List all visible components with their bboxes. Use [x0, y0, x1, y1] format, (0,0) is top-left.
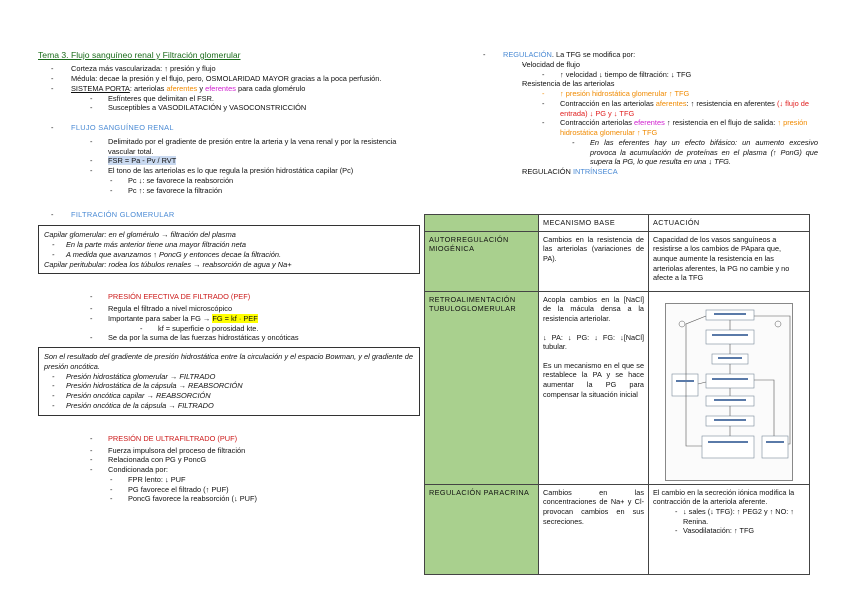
box-line: - En la parte más anterior tiene una mayor filtración neta — [44, 240, 414, 250]
actuacion-item: - Vasodilatación: ↑ TFG — [675, 526, 755, 536]
box-line: - Presión hidrostática de la cápsula → REABSORCIÓN — [44, 381, 414, 391]
portal-label: SISTEMA PORTA — [71, 83, 130, 93]
flujo-heading: - FLUJO SANGUÍNEO RENAL — [38, 123, 420, 133]
box-line: - Presión oncótica capilar → REABSORCIÓN — [44, 391, 414, 401]
r3-text: ↑ resistencia en el flujo de salida: — [664, 118, 778, 128]
velocidad-item — [470, 60, 818, 70]
resistencia-sub — [470, 99, 818, 119]
fsr-formula: FSR = Pa - Pv / RVT — [108, 156, 177, 166]
actuacion-item-text: Vasodilatación: ↑ TFG — [683, 526, 755, 536]
flujo-sub: - Pc ↑: se favorece la filtración — [38, 186, 420, 196]
portal-sub: - Esfínteres que delimitan el FSR. — [38, 94, 420, 104]
aferentes-word: aferentes — [166, 83, 198, 93]
portal-sub: - Susceptibles a VASODILATACIÓN y VASOCONSTRICCIÓN — [38, 103, 420, 113]
pef-item: - Regula el filtrado a nivel microscópico — [38, 304, 420, 314]
resistencia-sub — [470, 118, 818, 138]
r3-text: Contracción arteriolas — [560, 118, 634, 128]
table-row — [425, 291, 810, 484]
row-label: REGULACIÓN PARACRINA — [425, 484, 539, 574]
puf-item: - Condicionada por: — [38, 465, 420, 475]
box-line: Capilar peritubular: rodea los túbulos renales → reabsorción de agua y Na+ — [44, 259, 292, 269]
regulacion-list — [470, 50, 818, 177]
r2-aferentes: aferentes — [655, 98, 687, 108]
pef-item: - Se da por la suma de las fuerzas hidrostáticas y oncóticas — [38, 333, 420, 343]
filtracion-heading: - FILTRACIÓN GLOMERULAR — [38, 210, 420, 220]
diagram-box — [706, 374, 754, 388]
left-column — [38, 50, 420, 504]
r2-text: Contracción en las arteriolas — [560, 98, 656, 108]
pef-item — [38, 314, 420, 324]
header-empty — [425, 215, 539, 232]
table-header-row — [425, 215, 810, 232]
intro-item: - Médula: decae la presión y el flujo, pero, OSMOLARIDAD MAYOR gracias a la poca perfusión. — [38, 74, 420, 84]
portal-text: : arteriolas — [129, 83, 167, 93]
row-mecanismo — [539, 291, 649, 484]
puf-list — [38, 446, 420, 505]
regulacion-item — [470, 50, 818, 60]
portal-text: y — [197, 83, 206, 93]
flujo-item: - El tono de las arteriolas es lo que regula la presión hidrostática capilar (Pc) — [38, 166, 420, 176]
box-line: Capilar glomerular: en el glomérulo → filtración del plasma — [44, 230, 236, 240]
flujo-list — [38, 137, 420, 196]
row-mecanismo: Cambios en la resistencia de las arteriolas (variaciones de PA). — [539, 231, 649, 291]
diagram-box — [762, 436, 788, 458]
diagram-box — [706, 330, 754, 344]
resistencia-text: Resistencia de las arteriolas — [522, 79, 615, 89]
puf-heading: - PRESIÓN DE ULTRAFILTRADO (PUF) — [38, 434, 420, 444]
pef-text: Importante para saber la FG → — [108, 313, 213, 323]
pef-heading: - PRESIÓN EFECTIVA DE FILTRADO (PEF) — [38, 292, 420, 302]
header-mecanismo: MECANISMO BASE — [539, 215, 649, 232]
intro-item: - Corteza más vascularizada: ↑ presión y flujo — [38, 64, 420, 74]
pef-sub: - kf = superficie o porosidad kte. — [38, 324, 420, 334]
row-actuacion: Capacidad de los vasos sanguíneos a resistirse a los cambios de PApara que, aunque aumente la resistencia en las arteriolas aferentes, la PG no cambie y no afecte a la TFG — [649, 231, 810, 291]
puf-item: - Relacionada con PG y PoncG — [38, 455, 420, 465]
mecanismo-text: Es un mecanismo en el que se restablece la PA y se hace aumentar la PG para compensar la situación inicial — [543, 360, 644, 399]
box-line: - A medida que avanzamos ↑ PoncG y entonces decae la filtración. — [44, 250, 414, 260]
puf-sub: - PG favorece el filtrado (↑ PUF) — [38, 485, 420, 495]
box-line: - Presión oncótica de la cápsula → FILTRADO — [44, 401, 414, 411]
pef-box — [38, 347, 420, 416]
r3-effect: ↑ presión hidrostática glomerular ↑ TFG — [560, 118, 808, 138]
r3-eferentes: eferentes — [633, 118, 665, 128]
r2-text: : ↑ resistencia en aferentes — [686, 98, 777, 108]
fg-formula: FG = kf · PEF — [212, 313, 258, 323]
actuacion-item-text: ↓ sales (↓ TFG): ↑ PEG2 y ↑ NO: ↑ Renina. — [683, 506, 794, 526]
mecanismo-text: Acopla cambios en la [NaCl] de la mácula densa a la resistencia arteriolar. — [543, 294, 644, 323]
bifasico-note: - En las eferentes hay un efecto bifásico: un aumento excesivo provoca la acumulación de proteínas en el plasma (↑ PonG) que supera la PG, lo que resulta en una ↓ TFG. — [470, 138, 818, 167]
portal-item — [38, 84, 420, 94]
header-actuacion: ACTUACIÓN — [649, 215, 810, 232]
eferentes-word: eferentes — [205, 83, 236, 93]
table-row — [425, 231, 810, 291]
resistencia-sub: - ↑ presión hidrostática glomerular ↑ TFG — [470, 89, 818, 99]
box-line: Son el resultado del gradiente de presión hidrostática entre la circulación y el espacio Bowman, y el gradiente de presión oncótica. — [44, 352, 413, 371]
right-column — [470, 50, 818, 177]
actuacion-item: - ↓ sales (↓ TFG): ↑ PEG2 y ↑ NO: ↑ Renina. — [675, 506, 794, 526]
puf-sub: - FPR lento: ↓ PUF — [38, 475, 420, 485]
intrinseca-word: INTRÍNSECA — [572, 167, 618, 177]
row-label: RETROALIMENTACIÓN TUBULOGLOMERULAR — [425, 291, 539, 484]
velocidad-sub: - ↑ velocidad ↓ tiempo de filtración: ↓ TFG — [470, 70, 818, 80]
row-mecanismo: Cambios en las concentraciones de Na+ y Cl- provocan cambios en sus secreciones. — [539, 484, 649, 574]
feedback-diagram — [665, 303, 793, 481]
intrinseca-text: REGULACIÓN — [522, 167, 573, 177]
regulacion-text: . La TFG se modifica por: — [551, 50, 636, 59]
resistencia-item — [470, 79, 818, 89]
mecanismo-text: ↓ PA: ↓ PG: ↓ FG: ↓[NaCl] tubular. — [543, 332, 644, 352]
diagram-box — [702, 436, 754, 458]
flujo-item — [38, 156, 420, 166]
feedback-diagram-svg — [666, 304, 794, 482]
box-line: - Presión hidrostática glomerular → FILTRADO — [44, 372, 414, 382]
regulation-table — [424, 214, 810, 575]
flujo-item: - Delimitado por el gradiente de presión entre la arteria y la vena renal y por la resistencia vascular total. — [38, 137, 420, 157]
row-actuacion — [649, 484, 810, 574]
filtracion-box — [38, 225, 420, 274]
table-row — [425, 484, 810, 574]
diagram-box — [672, 374, 698, 396]
portal-text: para cada glomérulo — [235, 83, 306, 93]
velocidad-text: Velocidad de flujo — [522, 59, 580, 69]
r2-effect: (↓ flujo de entrada) ↓ PG y ↓ TFG — [560, 98, 809, 118]
puf-item: - Fuerza impulsora del proceso de filtración — [38, 446, 420, 456]
intro-list — [38, 64, 420, 113]
flujo-sub: - Pc ↓: se favorece la reabsorción — [38, 176, 420, 186]
row-label: AUTORREGULACIÓN MIOGÉNICA — [425, 231, 539, 291]
actuacion-text: El cambio en la secreción iónica modifica la contracción de la arteriola aferente. — [653, 487, 795, 507]
puf-sub: - PoncG favorece la reabsorción (↓ PUF) — [38, 494, 420, 504]
page-title: Tema 3. Flujo sanguíneo renal y Filtración glomerular — [38, 50, 241, 60]
regulacion-label: REGULACIÓN — [503, 50, 552, 59]
intrinseca-item — [470, 167, 818, 177]
pef-list — [38, 304, 420, 343]
row-actuacion — [649, 291, 810, 484]
